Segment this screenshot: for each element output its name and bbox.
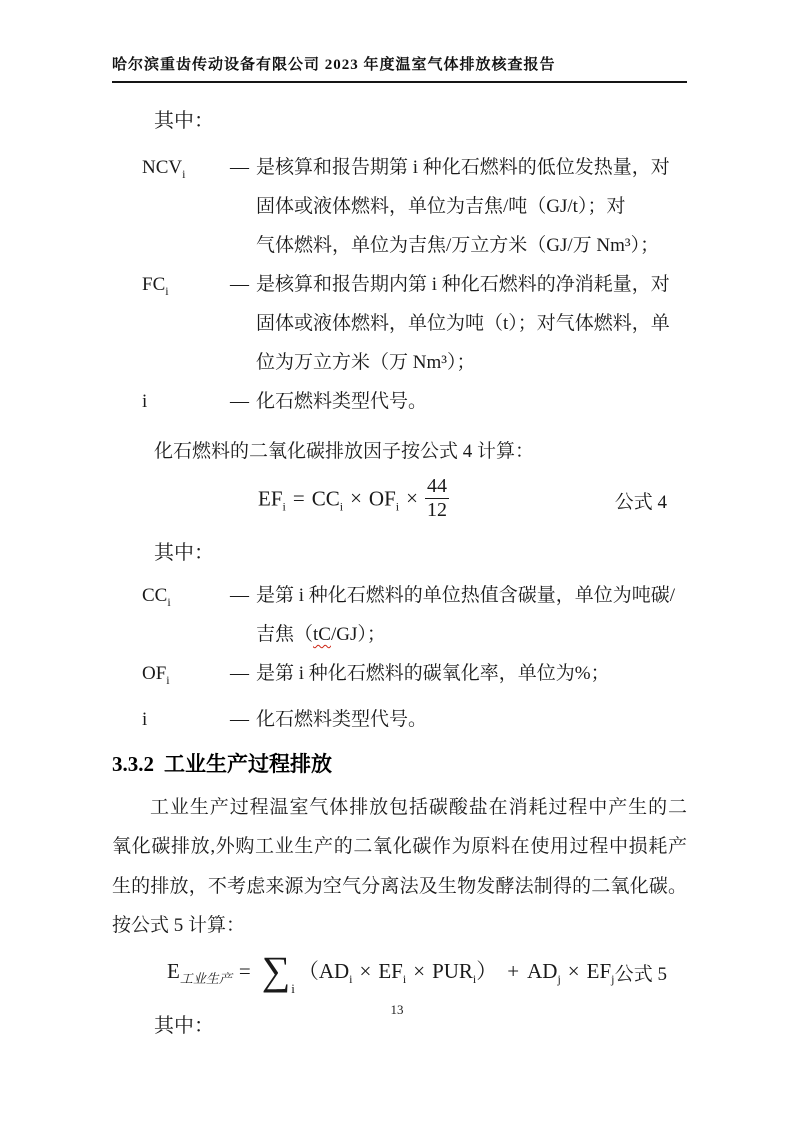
formula-var-sub: i <box>395 499 400 513</box>
term-subscript: i <box>166 672 170 687</box>
document-header <box>112 53 687 83</box>
formula-var-sub: 工业生产 <box>179 970 232 986</box>
formula-5-row <box>112 942 687 1004</box>
fraction <box>425 475 449 522</box>
def-line: 位为万立方米（万 Nm³）； <box>256 352 476 373</box>
def-term-fc <box>142 265 230 311</box>
sigma-symbol: ∑ <box>261 947 291 993</box>
def-line-segment: /GJ）； <box>330 624 386 645</box>
term-subscript: i <box>167 594 171 609</box>
header-title: 哈尔滨重齿传动设备有限公司 2023 年度温室气体排放核查报告 <box>112 57 556 73</box>
def-row-ncv <box>142 148 687 265</box>
formula-4-intro: 化石燃料的二氧化碳排放因子按公式 4 计算： <box>154 441 535 462</box>
def-line: 是核算和报告期内第 i 种化石燃料的净消耗量，对 <box>256 274 670 295</box>
formula-var: AD <box>527 958 558 983</box>
term-symbol: NCV <box>142 157 183 178</box>
formula-var: EF <box>258 485 283 510</box>
term-symbol: CC <box>142 585 168 606</box>
multiply-sign: × <box>406 485 418 510</box>
where-label-1: 其中： <box>154 110 214 132</box>
formula-var: EF <box>586 958 612 983</box>
def-dash: — <box>230 274 249 295</box>
def-dash: — <box>230 157 249 178</box>
term-symbol: FC <box>142 274 166 295</box>
page-number: 13 <box>390 1002 404 1017</box>
def-term-i2 <box>142 700 230 739</box>
def-text-fc <box>256 265 687 382</box>
formula-var-sub: j <box>557 971 561 986</box>
formula-var: CC <box>311 485 340 510</box>
formula-4-row <box>112 472 687 528</box>
formula-5-label: 公式 5 <box>614 964 667 986</box>
para-line: 生的排放，不考虑来源为空气分离法及生物发酵法制得的二氧化碳。 <box>112 875 687 897</box>
multiply-sign: × <box>359 958 372 983</box>
formula-var-sub: i <box>402 971 407 986</box>
para-line: 按公式 5 计算： <box>112 915 246 937</box>
def-dash: — <box>230 391 249 412</box>
def-line: 固体或液体燃料，单位为吉焦/吨（GJ/t）；对 <box>256 196 626 217</box>
def-line: 是第 i 种化石燃料的单位热值含碳量，单位为吨碳/ <box>256 585 676 606</box>
formula-var: OF <box>368 485 396 510</box>
fraction-denominator: 12 <box>426 498 447 521</box>
term-subscript: i <box>165 283 169 298</box>
multiply-sign: × <box>350 485 362 510</box>
spellcheck-underlined-text: tC <box>313 624 331 645</box>
def-term-of <box>142 654 230 700</box>
factor-definition-list <box>142 576 687 739</box>
def-line: 固体或液体燃料，单位为吨（t）；对气体燃料，单 <box>256 313 670 334</box>
def-line: 是核算和报告期第 i 种化石燃料的低位发热量，对 <box>256 157 670 178</box>
term-subscript: i <box>182 166 186 181</box>
section-paragraph <box>112 788 687 946</box>
def-dash: — <box>230 585 249 606</box>
def-text-i <box>256 382 687 421</box>
def-line: 化石燃料类型代号。 <box>256 391 428 412</box>
where-label-3: 其中： <box>154 1014 214 1037</box>
term-symbol: OF <box>142 663 167 684</box>
formula-var: EF <box>378 958 403 983</box>
def-row-i2 <box>142 700 687 739</box>
para-line: 工业生产过程温室气体排放包括碳酸盐在消耗过程中产生的二 <box>150 796 687 818</box>
def-text-of <box>256 654 687 693</box>
formula-var-sub: i <box>349 971 353 986</box>
section-number: 3.3.2 <box>112 751 154 776</box>
formula-var: E <box>167 958 180 983</box>
multiply-sign: × <box>413 958 426 983</box>
paren-open: （ <box>297 958 319 983</box>
para-line: 氧化碳排放,外购工业生产的二氧化碳作为原料在使用过程中损耗产 <box>112 836 687 858</box>
plus-sign: + <box>507 958 520 983</box>
def-row-cc <box>142 576 687 654</box>
def-text-i2 <box>256 700 687 739</box>
def-line: 气体燃料，单位为吉焦/万立方米（GJ/万 Nm³）； <box>256 235 660 256</box>
formula-4-label: 公式 4 <box>614 491 667 513</box>
def-line: 是第 i 种化石燃料的碳氧化率，单位为%； <box>256 663 610 684</box>
formula-var-sub: i <box>472 971 477 986</box>
def-term-cc <box>142 576 230 622</box>
section-heading-3-3-2 <box>112 748 687 778</box>
def-line <box>256 615 687 654</box>
term-symbol: i <box>142 708 148 730</box>
formula-var: AD <box>318 958 350 983</box>
where-label-2: 其中： <box>154 542 214 564</box>
section-title: 工业生产过程排放 <box>164 751 332 776</box>
multiply-sign: × <box>567 958 580 983</box>
def-dash: — <box>230 708 249 730</box>
formula-var-sub: j <box>611 971 615 986</box>
def-dash: — <box>230 663 249 684</box>
def-row-i <box>142 382 687 421</box>
formula-var-sub: i <box>339 499 344 513</box>
equals-sign: = <box>238 958 251 983</box>
formula-var-sub: i <box>282 499 286 513</box>
fraction-numerator: 44 <box>426 474 447 497</box>
term-symbol: i <box>142 391 148 412</box>
def-line: 化石燃料类型代号。 <box>256 708 428 730</box>
paren-close: ） <box>476 958 498 983</box>
formula-var: PUR <box>432 958 473 983</box>
def-term-ncv <box>142 148 230 194</box>
def-term-i <box>142 382 230 421</box>
fuel-definition-list <box>142 148 687 421</box>
def-text-cc <box>256 576 687 654</box>
equals-sign: = <box>292 485 305 510</box>
sigma-subscript: i <box>291 980 295 996</box>
def-row-of <box>142 654 687 700</box>
def-text-ncv <box>256 148 687 265</box>
formula-5 <box>167 947 615 996</box>
def-row-fc <box>142 265 687 382</box>
def-line-segment: 吉焦（ <box>256 624 314 645</box>
formula-4 <box>258 474 449 524</box>
